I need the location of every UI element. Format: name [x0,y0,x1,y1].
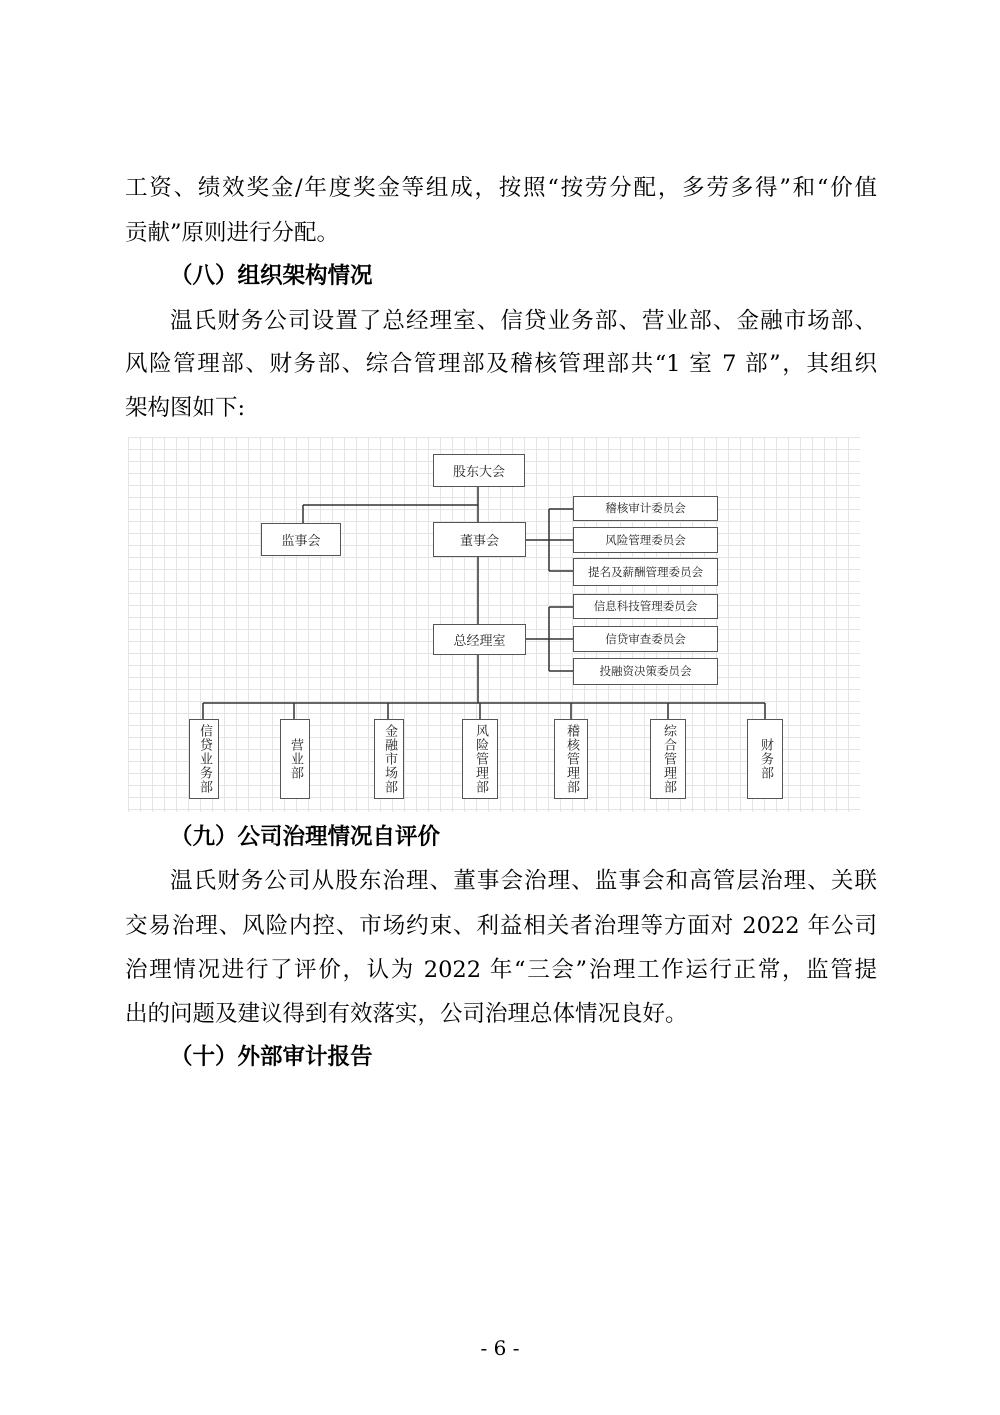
dept-general-management: 综合管理部 [650,719,686,799]
paragraph-2-line-3: 架构图如下: [125,395,246,421]
shareholders-meeting-box: 股东大会 [433,454,525,487]
paragraph-3-line-3: 治理情况进行了评价，认为 2022 年“三会”治理工作运行正常，监管提 [125,957,877,983]
dept-finance: 财务部 [747,719,783,799]
paragraph-3-line-1: 温氏财务公司从股东治理、董事会治理、监事会和高管层治理、关联 [170,868,877,894]
paragraph-3-line-2: 交易治理、风险内控、市场约束、利益相关者治理等方面对 2022 年公司 [125,913,877,939]
paragraph-1-line-2: 贡献”原则进行分配。 [125,220,340,246]
dept-business-operations: 营业部 [280,719,310,799]
dept-financial-markets: 金融市场部 [374,719,404,799]
dept-risk-management: 风险管理部 [462,719,498,799]
credit-review-committee-box: 信贷审查委员会 [573,626,718,652]
dept-credit-business: 信贷业务部 [189,719,219,799]
section-heading-9: （九）公司治理情况自评价 [170,824,441,850]
nomination-remuneration-committee-box: 提名及薪酬管理委员会 [573,558,718,586]
dept-audit-management: 稽核管理部 [554,719,588,799]
investment-committee-box: 投融资决策委员会 [573,658,718,685]
board-of-directors-box: 董事会 [433,522,526,557]
paragraph-3-line-4: 出的问题及建议得到有效落实，公司治理总体情况良好。 [125,1001,688,1027]
it-committee-box: 信息科技管理委员会 [573,594,718,619]
paragraph-1-line-1: 工资、绩效奖金/年度奖金等组成，按照“按劳分配，多劳多得”和“价值 [125,175,877,201]
paragraph-2-line-2: 风险管理部、财务部、综合管理部及稽核管理部共“1 室 7 部”，其组织 [125,351,877,377]
page-number: - 6 - [480,1336,520,1360]
section-heading-8: （八）组织架构情况 [170,263,373,289]
org-chart [128,437,860,812]
general-manager-office-box: 总经理室 [433,624,526,655]
supervisory-board-box: 监事会 [261,523,341,556]
audit-committee-box: 稽核审计委员会 [573,496,718,521]
paragraph-2-line-1: 温氏财务公司设置了总经理室、信贷业务部、营业部、金融市场部、 [170,308,877,334]
risk-committee-box: 风险管理委员会 [573,527,718,553]
section-heading-10: （十）外部审计报告 [170,1044,373,1070]
